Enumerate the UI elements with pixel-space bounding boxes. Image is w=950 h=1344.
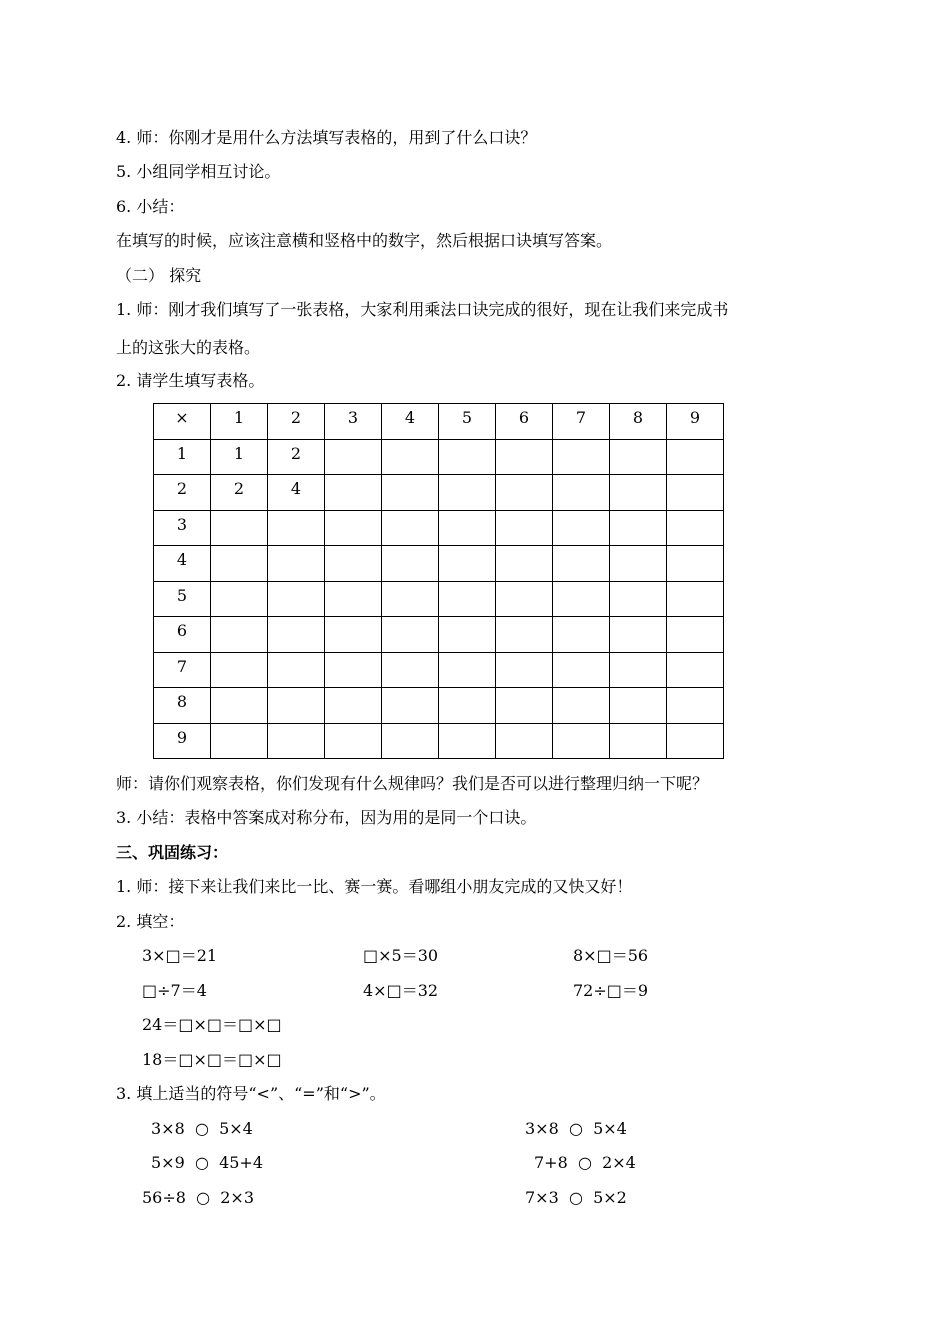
table-cell bbox=[496, 475, 553, 511]
multiplication-table bbox=[153, 403, 724, 759]
table-cell bbox=[496, 652, 553, 688]
section-explore-heading: （二） 探究 bbox=[116, 266, 202, 285]
practice-step-1: 1. 师：接下来让我们来比一比、赛一赛。看哪组小朋友完成的又快又好！ bbox=[116, 877, 633, 896]
step-4-question: 4. 师：你刚才是用什么方法填写表格的，用到了什么口诀？ bbox=[116, 128, 537, 147]
table-cell bbox=[610, 688, 667, 724]
table-cell bbox=[667, 546, 724, 582]
table-cell bbox=[211, 510, 268, 546]
table-cell: 7 bbox=[553, 404, 610, 440]
table-cell bbox=[610, 546, 667, 582]
table-cell bbox=[553, 439, 610, 475]
table-cell bbox=[667, 510, 724, 546]
table-cell bbox=[610, 723, 667, 759]
table-cell bbox=[382, 617, 439, 653]
step-5-discussion: 5. 小组同学相互讨论。 bbox=[116, 162, 281, 181]
table-row bbox=[154, 546, 724, 582]
table-cell bbox=[325, 617, 382, 653]
explore-step-1-cont: 上的这张大的表格。 bbox=[116, 338, 261, 357]
practice-step-2: 2. 填空： bbox=[116, 912, 185, 931]
table-cell bbox=[667, 723, 724, 759]
table-cell bbox=[496, 723, 553, 759]
table-cell bbox=[610, 439, 667, 475]
table-cell bbox=[553, 652, 610, 688]
table-cell: 3 bbox=[154, 510, 211, 546]
table-cell: 5 bbox=[439, 404, 496, 440]
table-cell: × bbox=[154, 404, 211, 440]
compare-item: 5×9 ○ 45+4 bbox=[151, 1153, 264, 1172]
table-cell bbox=[268, 688, 325, 724]
table-cell bbox=[382, 652, 439, 688]
table-cell bbox=[439, 652, 496, 688]
table-cell bbox=[268, 546, 325, 582]
compare-item: 7×3 ○ 5×2 bbox=[525, 1188, 627, 1207]
fill-blank-item: 72÷□＝9 bbox=[573, 981, 649, 1000]
explore-step-3: 3. 小结：表格中答案成对称分布，因为用的是同一个口诀。 bbox=[116, 808, 537, 827]
compare-item: 7+8 ○ 2×4 bbox=[534, 1153, 636, 1172]
table-cell bbox=[382, 510, 439, 546]
table-cell bbox=[667, 617, 724, 653]
fill-blank-item: 24＝□×□＝□×□ bbox=[142, 1015, 282, 1034]
table-cell bbox=[439, 581, 496, 617]
table-cell bbox=[439, 475, 496, 511]
table-cell: 9 bbox=[154, 723, 211, 759]
fill-blank-item: 3×□＝21 bbox=[142, 946, 218, 965]
table-cell: 4 bbox=[154, 546, 211, 582]
table-cell bbox=[211, 581, 268, 617]
fill-blank-item: 18＝□×□＝□×□ bbox=[142, 1050, 282, 1069]
table-cell bbox=[439, 546, 496, 582]
table-cell bbox=[439, 723, 496, 759]
table-cell bbox=[610, 510, 667, 546]
table-cell: 6 bbox=[496, 404, 553, 440]
fill-blank-item: □÷7＝4 bbox=[142, 981, 207, 1000]
table-cell bbox=[382, 688, 439, 724]
table-cell: 9 bbox=[667, 404, 724, 440]
table-row bbox=[154, 581, 724, 617]
table-cell bbox=[325, 439, 382, 475]
table-cell: 3 bbox=[325, 404, 382, 440]
table-cell bbox=[667, 439, 724, 475]
table-cell bbox=[325, 723, 382, 759]
table-cell bbox=[439, 510, 496, 546]
table-cell bbox=[268, 581, 325, 617]
table-cell bbox=[325, 510, 382, 546]
table-cell bbox=[553, 475, 610, 511]
table-cell bbox=[268, 617, 325, 653]
table-cell bbox=[211, 617, 268, 653]
table-cell: 2 bbox=[268, 404, 325, 440]
table-cell bbox=[325, 688, 382, 724]
table-cell bbox=[439, 439, 496, 475]
table-cell bbox=[382, 546, 439, 582]
table-cell bbox=[211, 723, 268, 759]
table-cell: 8 bbox=[154, 688, 211, 724]
compare-item: 3×8 ○ 5×4 bbox=[525, 1119, 627, 1138]
table-cell bbox=[325, 546, 382, 582]
table-cell bbox=[496, 510, 553, 546]
table-cell: 1 bbox=[211, 439, 268, 475]
table-cell: 4 bbox=[382, 404, 439, 440]
table-cell bbox=[553, 617, 610, 653]
table-cell bbox=[553, 581, 610, 617]
table-cell bbox=[667, 581, 724, 617]
practice-step-3: 3. 填上适当的符号“<”、“=”和“>”。 bbox=[116, 1084, 386, 1103]
fill-blank-item: □×5＝30 bbox=[363, 946, 439, 965]
table-cell: 6 bbox=[154, 617, 211, 653]
table-cell bbox=[268, 723, 325, 759]
table-cell bbox=[325, 652, 382, 688]
observation-prompt: 师：请你们观察表格，你们发现有什么规律吗？我们是否可以进行整理归纳一下呢？ bbox=[116, 774, 709, 793]
table-row bbox=[154, 510, 724, 546]
table-cell bbox=[382, 475, 439, 511]
table-cell bbox=[382, 723, 439, 759]
table-cell bbox=[610, 581, 667, 617]
table-cell: 1 bbox=[211, 404, 268, 440]
table-cell bbox=[325, 581, 382, 617]
step-6-summary-label: 6. 小结： bbox=[116, 197, 185, 216]
table-cell bbox=[610, 617, 667, 653]
table-cell bbox=[610, 652, 667, 688]
table-row bbox=[154, 723, 724, 759]
compare-item: 3×8 ○ 5×4 bbox=[151, 1119, 253, 1138]
table-cell: 4 bbox=[268, 475, 325, 511]
table-row bbox=[154, 688, 724, 724]
table-cell bbox=[553, 723, 610, 759]
section-practice-heading: 三、巩固练习： bbox=[116, 843, 229, 862]
fill-blank-item: 4×□＝32 bbox=[363, 981, 439, 1000]
table-cell bbox=[667, 652, 724, 688]
explore-step-2: 2. 请学生填写表格。 bbox=[116, 371, 265, 390]
table-cell bbox=[496, 688, 553, 724]
table-cell bbox=[211, 688, 268, 724]
table-cell: 1 bbox=[154, 439, 211, 475]
table-row bbox=[154, 652, 724, 688]
table-cell bbox=[439, 688, 496, 724]
table-cell bbox=[268, 652, 325, 688]
table-cell: 2 bbox=[211, 475, 268, 511]
table-cell: 8 bbox=[610, 404, 667, 440]
table-cell bbox=[382, 581, 439, 617]
table-cell: 7 bbox=[154, 652, 211, 688]
table-cell bbox=[325, 475, 382, 511]
compare-item: 56÷8 ○ 2×3 bbox=[142, 1188, 255, 1207]
table-cell bbox=[496, 439, 553, 475]
table-row bbox=[154, 439, 724, 475]
table-cell bbox=[211, 652, 268, 688]
table-cell bbox=[667, 688, 724, 724]
table-row bbox=[154, 617, 724, 653]
table-cell: 2 bbox=[268, 439, 325, 475]
table-cell bbox=[553, 510, 610, 546]
fill-blank-item: 8×□＝56 bbox=[573, 946, 649, 965]
table-cell bbox=[610, 475, 667, 511]
table-cell bbox=[667, 475, 724, 511]
table-cell: 2 bbox=[154, 475, 211, 511]
table-cell bbox=[553, 688, 610, 724]
table-cell bbox=[496, 546, 553, 582]
table-cell bbox=[496, 581, 553, 617]
summary-text: 在填写的时候，应该注意横和竖格中的数字，然后根据口诀填写答案。 bbox=[116, 231, 613, 250]
table-cell bbox=[211, 546, 268, 582]
table-cell bbox=[268, 510, 325, 546]
table-cell bbox=[553, 546, 610, 582]
table-cell: 5 bbox=[154, 581, 211, 617]
explore-step-1: 1. 师：刚才我们填写了一张表格，大家利用乘法口诀完成的很好，现在让我们来完成书 bbox=[116, 300, 729, 319]
table-cell bbox=[382, 439, 439, 475]
table-row bbox=[154, 404, 724, 440]
table-cell bbox=[439, 617, 496, 653]
table-cell bbox=[496, 617, 553, 653]
table-row bbox=[154, 475, 724, 511]
